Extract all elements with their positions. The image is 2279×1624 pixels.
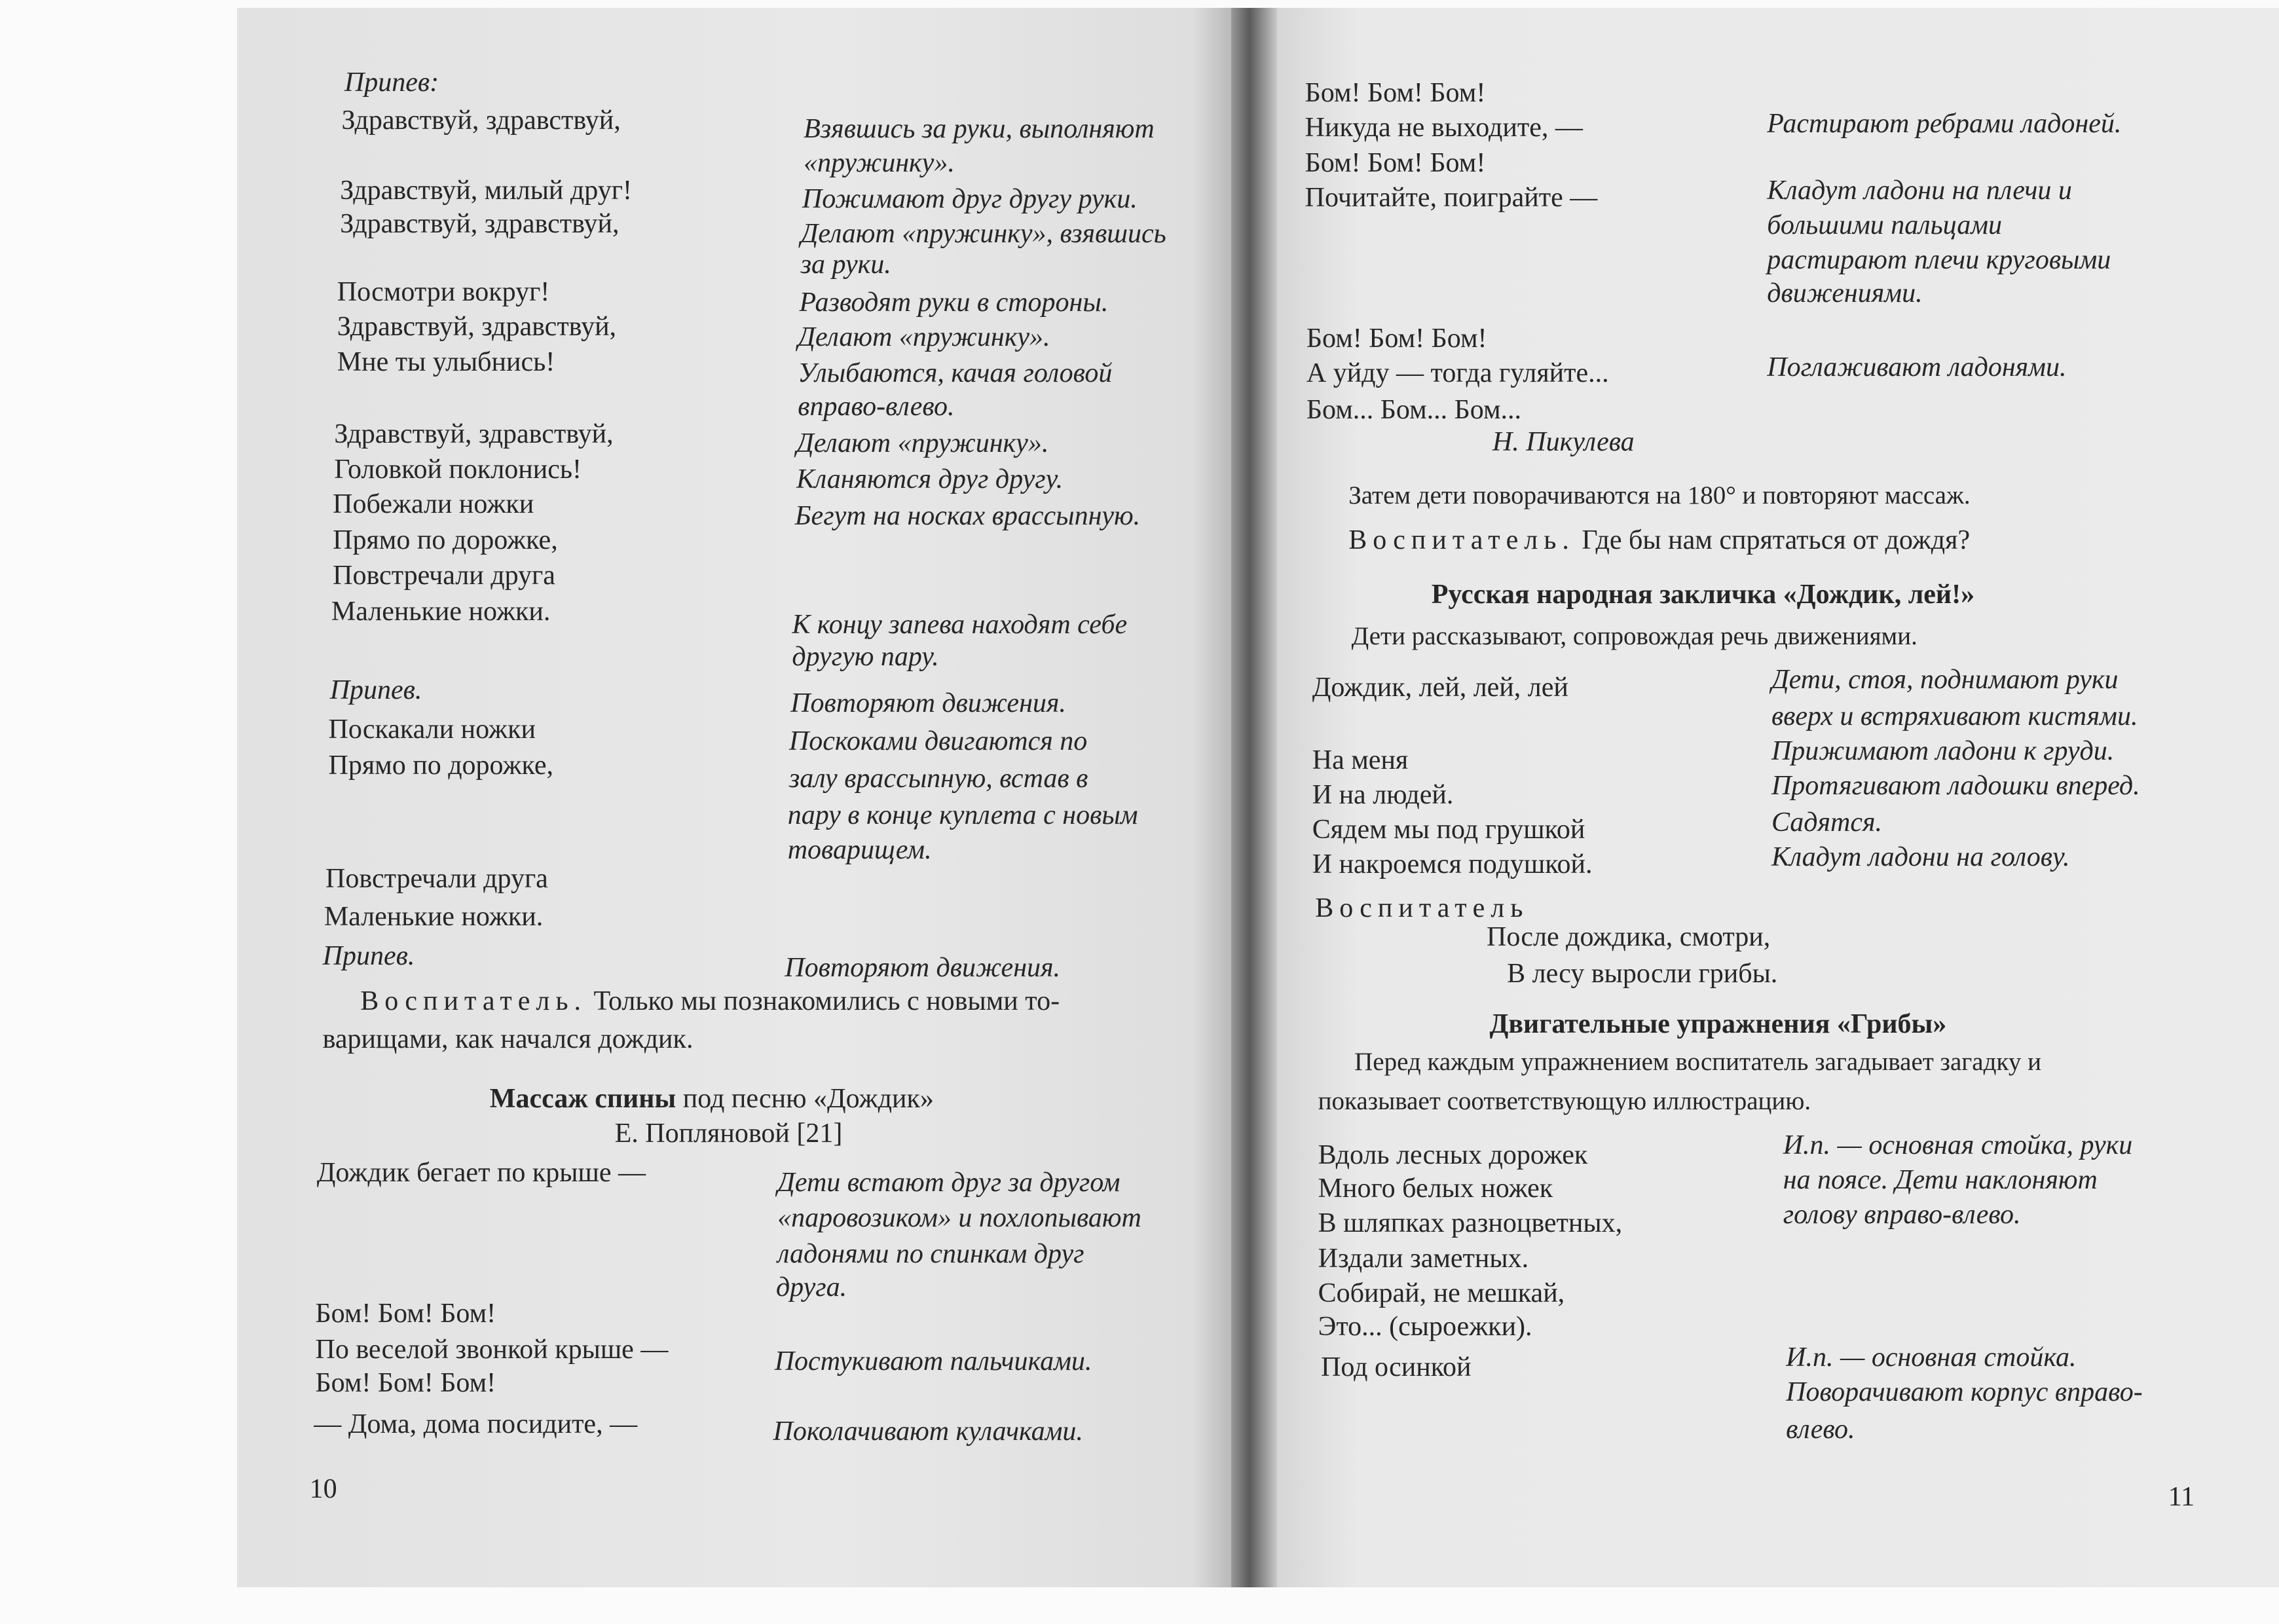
verse-line: Дождик, лей, лей, лей	[1312, 672, 1568, 703]
action-line: друга.	[775, 1272, 847, 1303]
action-line: пару в конце куплета с новым	[787, 800, 1138, 830]
verse-line: Побежали ножки	[333, 489, 534, 519]
action-line: Поворачивают корпус вправо-	[1786, 1376, 2143, 1407]
action-line: влево.	[1786, 1414, 1855, 1445]
verse-line: Припев:	[344, 67, 439, 98]
verse-line: Маленькие ножки.	[324, 902, 544, 932]
heading-bold: Массаж спины	[489, 1083, 676, 1114]
verse-line: Дождик бегает по крыше —	[316, 1157, 646, 1188]
speech-text: варищами, как начался дождик.	[322, 1024, 694, 1054]
action-line: Прижимают ладони к груди.	[1771, 736, 2115, 767]
action-line: Поколачивают кулачками.	[773, 1416, 1083, 1447]
paragraph: Дети рассказывают, сопровождая речь движениями.	[1351, 621, 1918, 650]
action-line: Поглаживают ладонями.	[1767, 352, 2067, 383]
verse-line: Бом! Бом! Бом!	[1305, 147, 1486, 178]
action-line: Постукивают пальчиками.	[774, 1346, 1092, 1377]
action-line: Разводят руки в стороны.	[799, 287, 1109, 318]
action-line: «пружинку».	[804, 147, 955, 178]
action-line: Кладут ладони на голову.	[1771, 842, 2070, 873]
action-line: Повторяют движения.	[790, 688, 1066, 718]
speech-line: В лесу выросли грибы.	[1507, 958, 1778, 989]
verse-line: По веселой звонкой крыше —	[315, 1335, 669, 1365]
action-line: залу врассыпную, встав в	[788, 764, 1088, 794]
action-line: Взявшись за руки, выполняют	[804, 114, 1155, 145]
verse-line: Маленькие ножки.	[331, 597, 551, 627]
action-line: И.п. — основная стойка.	[1786, 1342, 2077, 1373]
verse-line: Здравствуй, здравствуй,	[341, 105, 621, 136]
action-line: Делают «пружинку», взявшись	[800, 219, 1166, 249]
section-heading	[490, 1081, 934, 1116]
action-line: Повторяют движения.	[785, 952, 1061, 983]
verse-line: — Дома, дома посидите, —	[314, 1409, 638, 1439]
action-line: Пожимают друг другу руки.	[802, 184, 1138, 214]
action-line: Улыбаются, качая головой	[798, 358, 1113, 389]
verse-line: В шляпках разноцветных,	[1318, 1208, 1623, 1239]
verse-line: Бом... Бом... Бом...	[1306, 394, 1522, 425]
verse-line: Вдоль лесных дорожек	[1318, 1140, 1588, 1171]
poem-author: Н. Пикулева	[1492, 426, 1635, 457]
verse-line: Припев.	[329, 675, 422, 706]
speech-text: Где бы нам спрятаться от дождя?	[1574, 525, 1971, 556]
verse-line: Никуда не выходите, —	[1305, 113, 1583, 143]
verse-line: Сядем мы под грушкой	[1312, 815, 1585, 845]
verse-line: Почитайте, поиграйте —	[1305, 182, 1598, 213]
verse-line: Это... (сыроежки).	[1318, 1311, 1532, 1342]
verse-line: Прямо по дорожке,	[328, 750, 554, 781]
speaker-name: Воспитатель.	[1348, 525, 1575, 556]
paragraph: Перед каждым упражнением воспитатель загадывает загадку и	[1354, 1048, 2041, 1077]
action-line: Делают «пружинку».	[796, 428, 1049, 458]
action-line: вверх и встряхивают кистями.	[1771, 701, 2138, 731]
speaker-name: Воспитатель	[1315, 893, 1529, 923]
action-line: Поскоками двигаются по	[788, 726, 1088, 756]
verse-line: Повстречали друга	[325, 864, 548, 895]
verse-line: Поскакали ножки	[328, 714, 536, 745]
action-line: ладонями по спинкам друг	[777, 1238, 1084, 1269]
verse-line: На меня	[1312, 745, 1409, 775]
verse-line: Прямо по дорожке,	[333, 525, 558, 556]
section-heading: Двигательные упражнения «Грибы»	[1489, 1009, 1947, 1040]
verse-line: Здравствуй, милый друг!	[340, 175, 632, 206]
speaker-name: Воспитатель.	[360, 986, 587, 1016]
action-line: движениями.	[1767, 278, 1923, 309]
verse-line: Бом! Бом! Бом!	[315, 1368, 496, 1399]
action-line: Делают «пружинку».	[798, 322, 1050, 352]
action-line: К концу запева находят себе	[792, 610, 1128, 640]
verse-line: Здравствуй, здравствуй,	[337, 312, 617, 342]
verse-line: А уйду — тогда гуляйте...	[1306, 358, 1609, 389]
action-line: вправо-влево.	[798, 392, 955, 422]
action-line: Кланяются друг другу.	[796, 464, 1064, 495]
verse-line: И накроемся подушкой.	[1312, 849, 1593, 880]
verse-line: Головкой поклонись!	[334, 454, 582, 485]
verse-line: Много белых ножек	[1318, 1173, 1553, 1204]
book-gutter	[1231, 8, 1277, 1587]
verse-line: Бом! Бом! Бом!	[1306, 323, 1487, 354]
heading-author: Е. Попляновой [21]	[614, 1118, 843, 1149]
verse-line: Посмотри вокруг!	[337, 277, 550, 308]
action-line: «паровозиком» и похлопывают	[777, 1202, 1141, 1233]
speech-text: Только мы познакомились с новыми то-	[586, 986, 1060, 1016]
heading-rest: под песню «Дождик»	[676, 1083, 934, 1114]
action-line: И.п. — основная стойка, руки	[1783, 1130, 2133, 1160]
action-line: Протягивают ладошки вперед.	[1771, 771, 2140, 802]
action-line: Дети, стоя, поднимают руки	[1771, 665, 2119, 695]
action-line: на поясе. Дети наклоняют	[1783, 1164, 2098, 1195]
verse-line: Здравствуй, здравствуй,	[340, 208, 620, 239]
verse-line: Припев.	[322, 941, 415, 972]
verse-line: Бом! Бом! Бом!	[315, 1298, 496, 1329]
action-line: товарищем.	[787, 835, 932, 866]
paragraph: показывает соответствующую иллюстрацию.	[1318, 1087, 1811, 1115]
action-line: Растирают ребрами ладоней.	[1767, 108, 2122, 139]
verse-line: Издали заметных.	[1318, 1243, 1529, 1274]
action-line: Садятся.	[1771, 807, 1883, 838]
action-line: за руки.	[800, 249, 891, 280]
action-line: голову вправо-влево.	[1783, 1200, 2021, 1230]
action-line: растирают плечи круговыми	[1767, 245, 2111, 276]
verse-line: Под осинкой	[1321, 1352, 1472, 1383]
action-line: Бегут на носках врассыпную.	[794, 500, 1141, 531]
section-heading: Русская народная закличка «Дождик, лей!»	[1431, 579, 1975, 610]
verse-line: Здравствуй, здравствуй,	[334, 419, 614, 450]
speech-line: После дождика, смотри,	[1487, 922, 1771, 953]
verse-line: Собирай, не мешкай,	[1318, 1278, 1565, 1308]
verse-line: И на людей.	[1312, 779, 1454, 810]
speech-paragraph	[360, 984, 1060, 1019]
speech-paragraph	[1348, 523, 1970, 558]
page-number: 11	[2168, 1481, 2195, 1512]
verse-line: Бом! Бом! Бом!	[1305, 78, 1486, 109]
action-line: другую пару.	[792, 641, 939, 672]
paragraph: Затем дети поворачиваются на 180° и повторяют массаж.	[1348, 481, 1971, 509]
verse-line: Повстречали друга	[333, 560, 555, 591]
verse-line: Мне ты улыбнись!	[337, 346, 555, 377]
action-line: Дети встают друг за другом	[777, 1168, 1121, 1198]
action-line: большими пальцами	[1767, 210, 2002, 240]
action-line: Кладут ладони на плечи и	[1767, 175, 2072, 206]
page-number: 10	[309, 1474, 337, 1505]
